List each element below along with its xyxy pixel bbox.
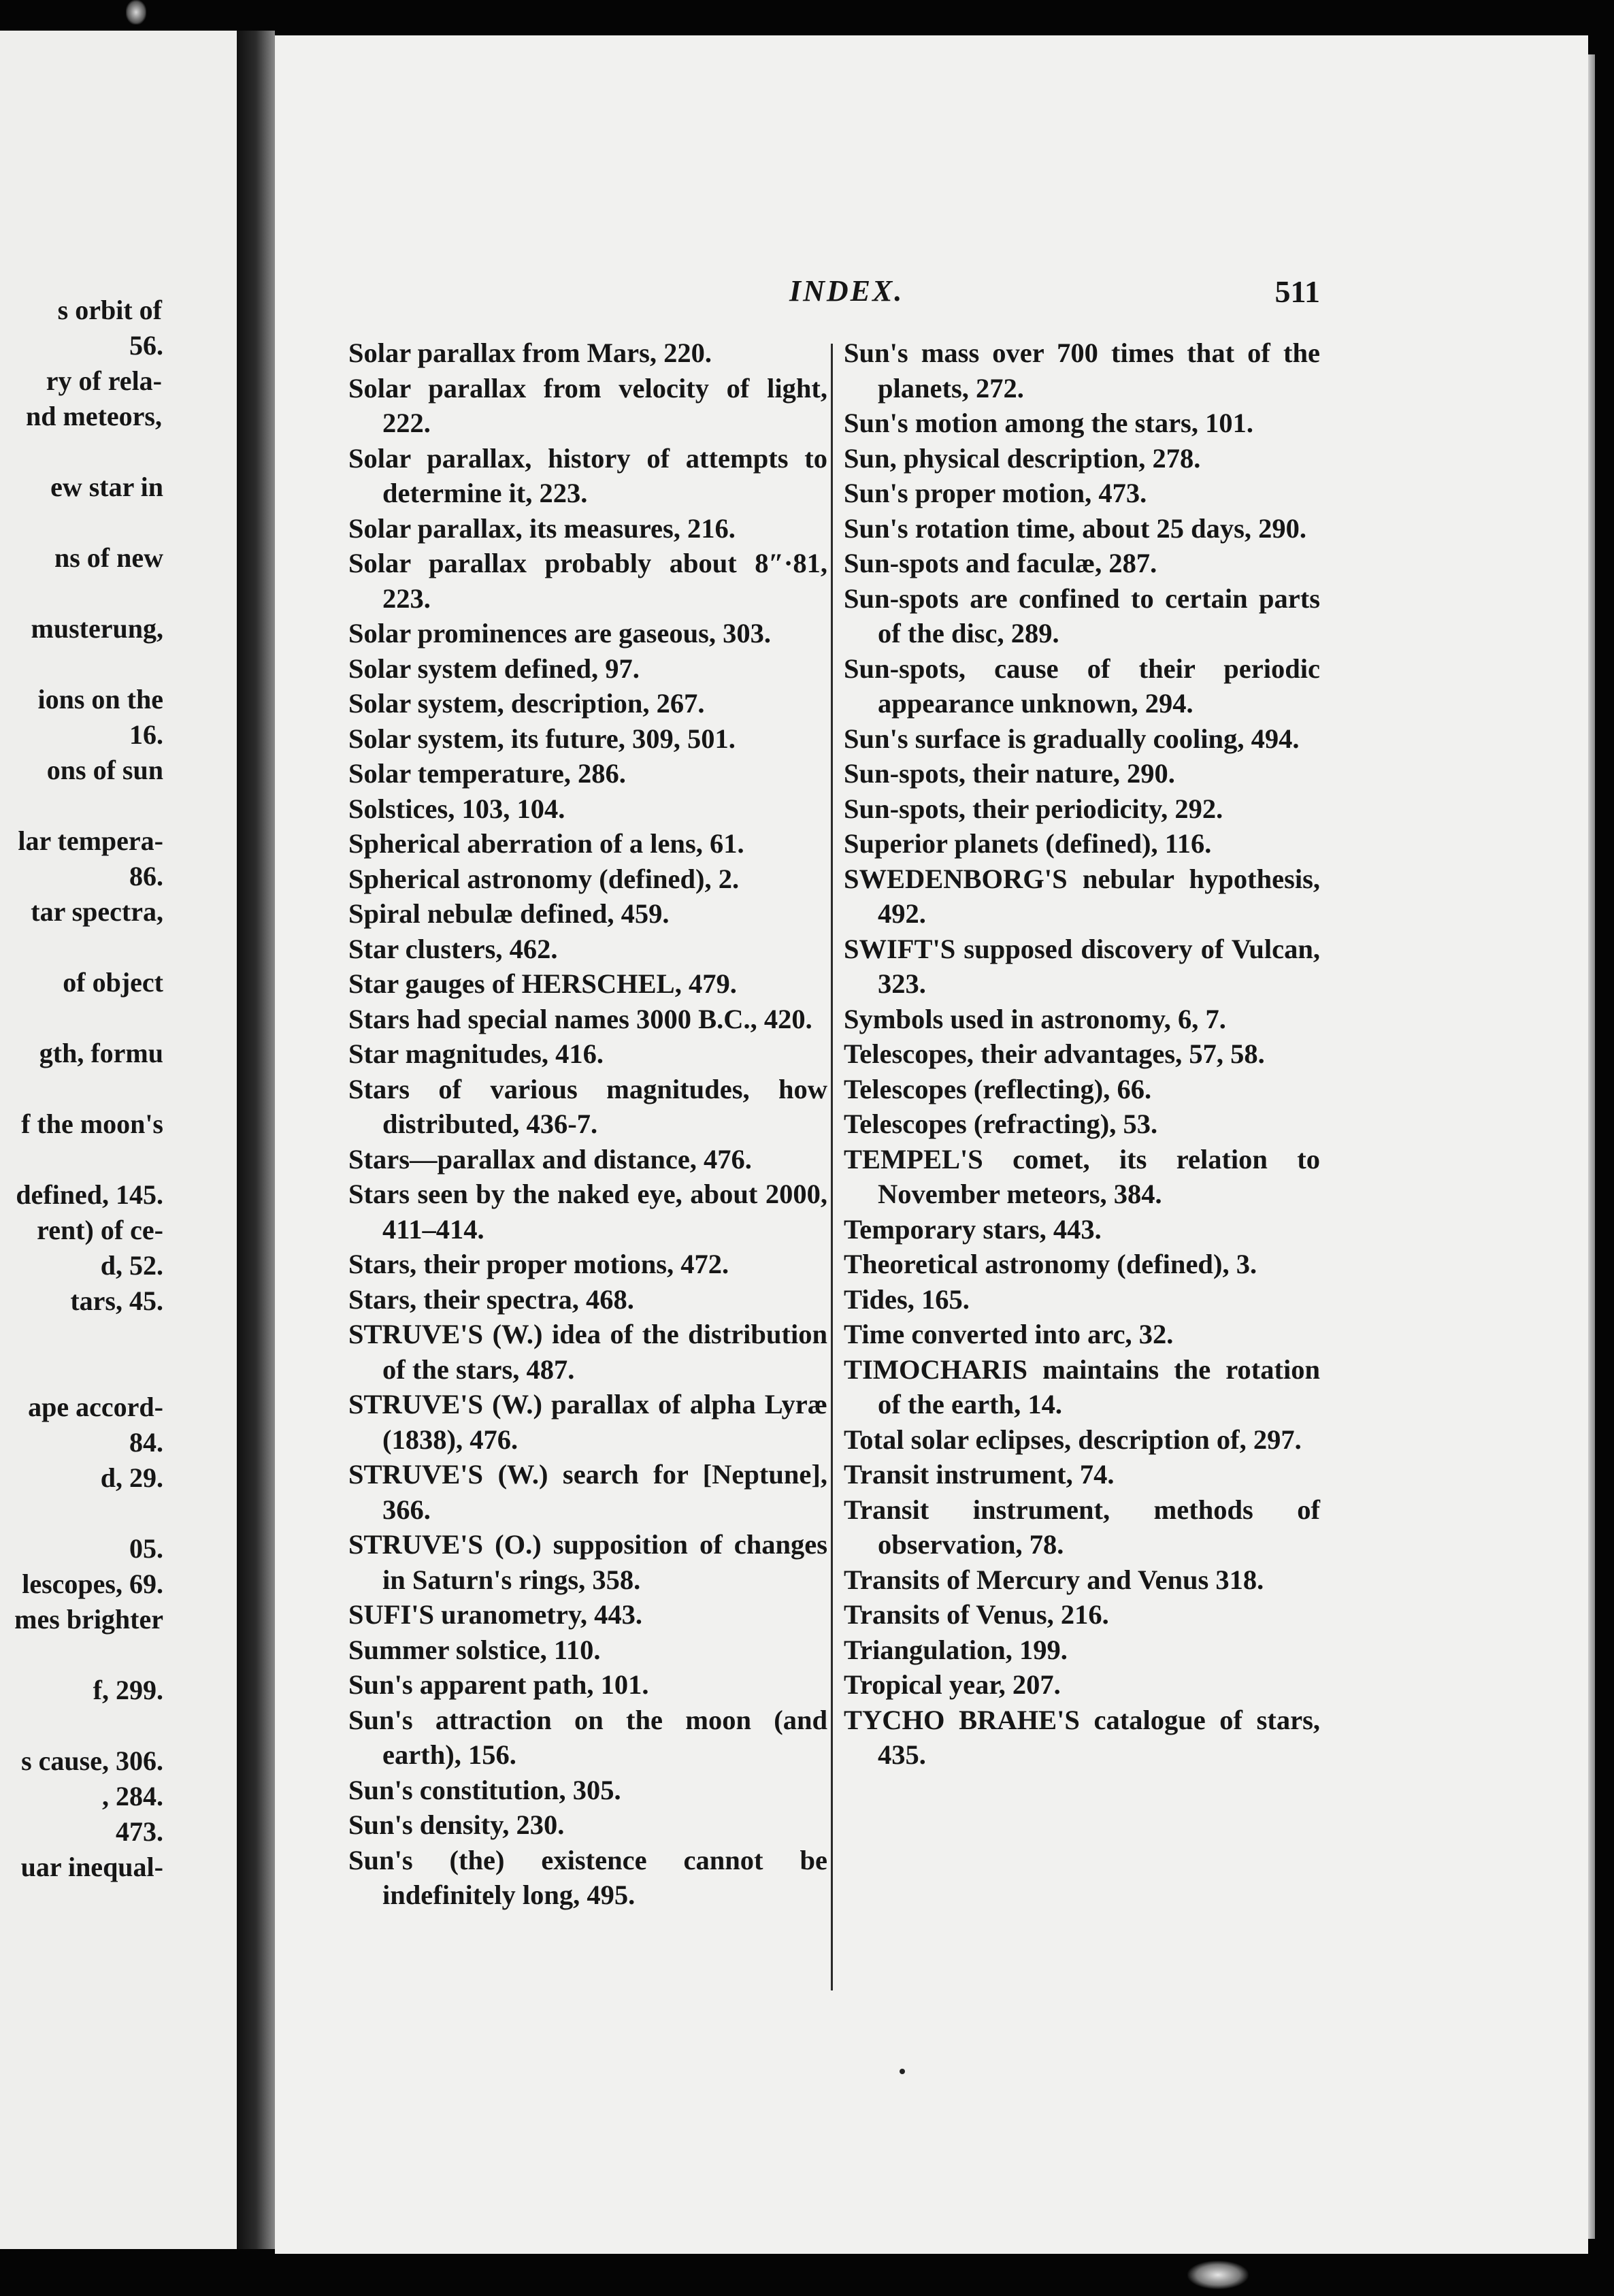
index-entry: Spherical astronomy (defined), 2. xyxy=(348,863,740,894)
index-entry: Telescopes (reflecting), 66. xyxy=(844,1073,1152,1104)
index-entry: Spiral nebulæ defined, 459. xyxy=(348,898,670,929)
index-entry: Sun-spots, their nature, 290. xyxy=(844,758,1175,789)
column-divider xyxy=(831,344,833,1990)
index-entry: Tides, 165. xyxy=(844,1283,970,1315)
index-entry: Solar system defined, 97. xyxy=(348,653,640,684)
index-entry: Sun's constitution, 305. xyxy=(348,1774,621,1805)
index-entry: Stars, their proper motions, 472. xyxy=(348,1249,729,1279)
index-entry: Sun's (the) existence cannot be indefinitely long, 495. xyxy=(348,1844,827,1910)
index-entry: Sun's density, 230. xyxy=(348,1809,565,1840)
index-column-right xyxy=(844,335,1320,1773)
index-entry: Temporary stars, 443. xyxy=(844,1213,1102,1245)
index-entry: Star clusters, 462. xyxy=(348,933,558,964)
left-page-line: ons of sun xyxy=(46,755,163,785)
index-entry: TIMOCHARIS maintains the rotation of the earth, 14. xyxy=(844,1354,1320,1420)
left-page-line: , 284. xyxy=(102,1781,163,1811)
index-entry: Sun's proper motion, 473. xyxy=(844,478,1147,508)
index-entry: Stars seen by the naked eye, about 2000, 411–414. xyxy=(348,1179,827,1245)
index-entry: Solar temperature, 286. xyxy=(348,758,626,789)
index-entry: STRUVE'S (W.) parallax of alpha Lyræ (1838), 476. xyxy=(348,1389,827,1455)
index-entry: Triangulation, 199. xyxy=(844,1634,1068,1665)
index-entry: TYCHO BRAHE'S catalogue of stars, 435. xyxy=(844,1704,1320,1770)
index-entry: Stars had special names 3000 B.C., 420. xyxy=(348,1003,812,1034)
index-entry: Superior planets (defined), 116. xyxy=(844,828,1212,859)
left-page-line: ns of new xyxy=(54,542,163,573)
index-entry: Sun's attraction on the moon (and earth), 156. xyxy=(348,1704,827,1770)
ink-dot xyxy=(900,2069,905,2074)
left-page-line: 473. xyxy=(116,1816,163,1847)
index-entry: Theoretical astronomy (defined), 3. xyxy=(844,1249,1257,1279)
index-entry: Sun's motion among the stars, 101. xyxy=(844,408,1253,438)
index-entry: Spherical aberration of a lens, 61. xyxy=(348,828,744,859)
left-page-line: tar spectra, xyxy=(31,896,163,927)
index-entry: Solar parallax, its measures, 216. xyxy=(348,512,736,544)
index-entry: SWEDENBORG'S nebular hypothesis, 492. xyxy=(844,863,1320,929)
index-entry: Transits of Venus, 216. xyxy=(844,1599,1109,1630)
index-entry: Total solar eclipses, description of, 297. xyxy=(844,1424,1302,1455)
left-page-line: s orbit of xyxy=(57,295,162,325)
scan-artifact-top xyxy=(126,0,146,24)
index-entry: Solar system, its future, 309, 501. xyxy=(348,723,736,754)
index-entry: Star magnitudes, 416. xyxy=(348,1038,604,1069)
running-head-title: INDEX. xyxy=(789,274,904,308)
index-entry: Solar parallax, history of attempts to determine it, 223. xyxy=(348,442,827,508)
index-entry: Transit instrument, methods of observation, 78. xyxy=(844,1494,1320,1560)
index-entry: Solar parallax probably about 8″·81, 223. xyxy=(348,548,827,614)
index-column-left xyxy=(348,335,827,1913)
index-entry: Sun-spots, their periodicity, 292. xyxy=(844,793,1223,824)
index-entry: Stars of various magnitudes, how distributed, 436-7. xyxy=(348,1073,827,1139)
left-page-line: d, 52. xyxy=(100,1250,163,1281)
index-entry: Stars—parallax and distance, 476. xyxy=(348,1143,752,1175)
left-page-line: ape accord- xyxy=(28,1392,163,1422)
index-entry: Sun-spots are confined to certain parts of the disc, 289. xyxy=(844,583,1320,649)
left-page-line: 56. xyxy=(129,330,163,361)
index-entry: Time converted into arc, 32. xyxy=(844,1319,1174,1349)
left-page-line: gth, formu xyxy=(39,1038,163,1068)
index-entry: Sun-spots, cause of their periodic appearance unknown, 294. xyxy=(844,653,1320,719)
left-page-line: 84. xyxy=(129,1427,163,1458)
index-entry: Sun's rotation time, about 25 days, 290. xyxy=(844,512,1306,544)
index-entry: Symbols used in astronomy, 6, 7. xyxy=(844,1003,1226,1034)
left-page-line: ew star in xyxy=(50,472,163,502)
left-page-line: mes brighter xyxy=(14,1604,163,1635)
index-entry: Sun's surface is gradually cooling, 494. xyxy=(844,723,1300,754)
index-entry: Solstices, 103, 104. xyxy=(348,793,565,824)
left-page-line: ry of rela- xyxy=(46,365,162,396)
index-entry: Summer solstice, 110. xyxy=(348,1634,601,1665)
left-page-line: defined, 145. xyxy=(16,1179,163,1210)
index-entry: Solar system, description, 267. xyxy=(348,688,705,719)
index-entry: Telescopes, their advantages, 57, 58. xyxy=(844,1038,1265,1069)
left-page-line: of object xyxy=(63,967,163,998)
index-entry: STRUVE'S (W.) idea of the distribution of the stars, 487. xyxy=(348,1319,827,1385)
book-gutter xyxy=(237,31,275,2249)
left-page-line: ions on the xyxy=(37,684,163,715)
index-entry: Telescopes (refracting), 53. xyxy=(844,1109,1158,1139)
left-page-fragment xyxy=(0,31,237,2249)
index-entry: Solar parallax from velocity of light, 222. xyxy=(348,372,827,438)
page-number: 511 xyxy=(1274,274,1320,309)
index-entry: SUFI'S uranometry, 443. xyxy=(348,1599,643,1630)
index-entry: Sun-spots and faculæ, 287. xyxy=(844,548,1157,578)
index-entry: Sun, physical description, 278. xyxy=(844,442,1201,474)
left-page-line: uar inequal- xyxy=(20,1852,163,1882)
left-page-line: f the moon's xyxy=(21,1109,163,1139)
index-entry: STRUVE'S (W.) search for [Neptune], 366. xyxy=(348,1459,827,1525)
left-page-line: 16. xyxy=(129,719,163,750)
left-page-line: 05. xyxy=(129,1533,163,1564)
index-entry: Sun's mass over 700 times that of the planets, 272. xyxy=(844,338,1320,404)
index-entry: Transit instrument, 74. xyxy=(844,1459,1115,1490)
index-entry: Sun's apparent path, 101. xyxy=(348,1669,649,1700)
index-entry: Solar parallax from Mars, 220. xyxy=(348,338,712,368)
index-entry: Transits of Mercury and Venus 318. xyxy=(844,1564,1264,1595)
index-entry: Stars, their spectra, 468. xyxy=(348,1283,634,1315)
page-header xyxy=(789,274,1320,314)
index-entry: SWIFT'S supposed discovery of Vulcan, 323. xyxy=(844,933,1320,999)
left-page-line: d, 29. xyxy=(100,1462,163,1493)
index-entry: Star gauges of HERSCHEL, 479. xyxy=(348,968,737,999)
left-page-line: 86. xyxy=(129,861,163,891)
left-page-line: lar tempera- xyxy=(18,825,163,856)
index-entry: TEMPEL'S comet, its relation to November meteors, 384. xyxy=(844,1143,1320,1209)
left-page-line: nd meteors, xyxy=(26,401,162,431)
left-page-line: rent) of ce- xyxy=(37,1215,163,1245)
scan-artifact-bottom xyxy=(1187,2261,1249,2289)
index-entry: Tropical year, 207. xyxy=(844,1669,1061,1700)
left-page-line: musterung, xyxy=(31,613,163,644)
left-page-line: s cause, 306. xyxy=(21,1745,163,1776)
index-entry: STRUVE'S (O.) supposition of changes in Saturn's rings, 358. xyxy=(348,1529,827,1595)
left-page-line: lescopes, 69. xyxy=(22,1569,163,1599)
page-edge xyxy=(1588,54,1595,2239)
left-page-line: f, 299. xyxy=(93,1675,163,1705)
left-page-line: tars, 45. xyxy=(70,1285,163,1316)
index-entry: Solar prominences are gaseous, 303. xyxy=(348,618,772,649)
